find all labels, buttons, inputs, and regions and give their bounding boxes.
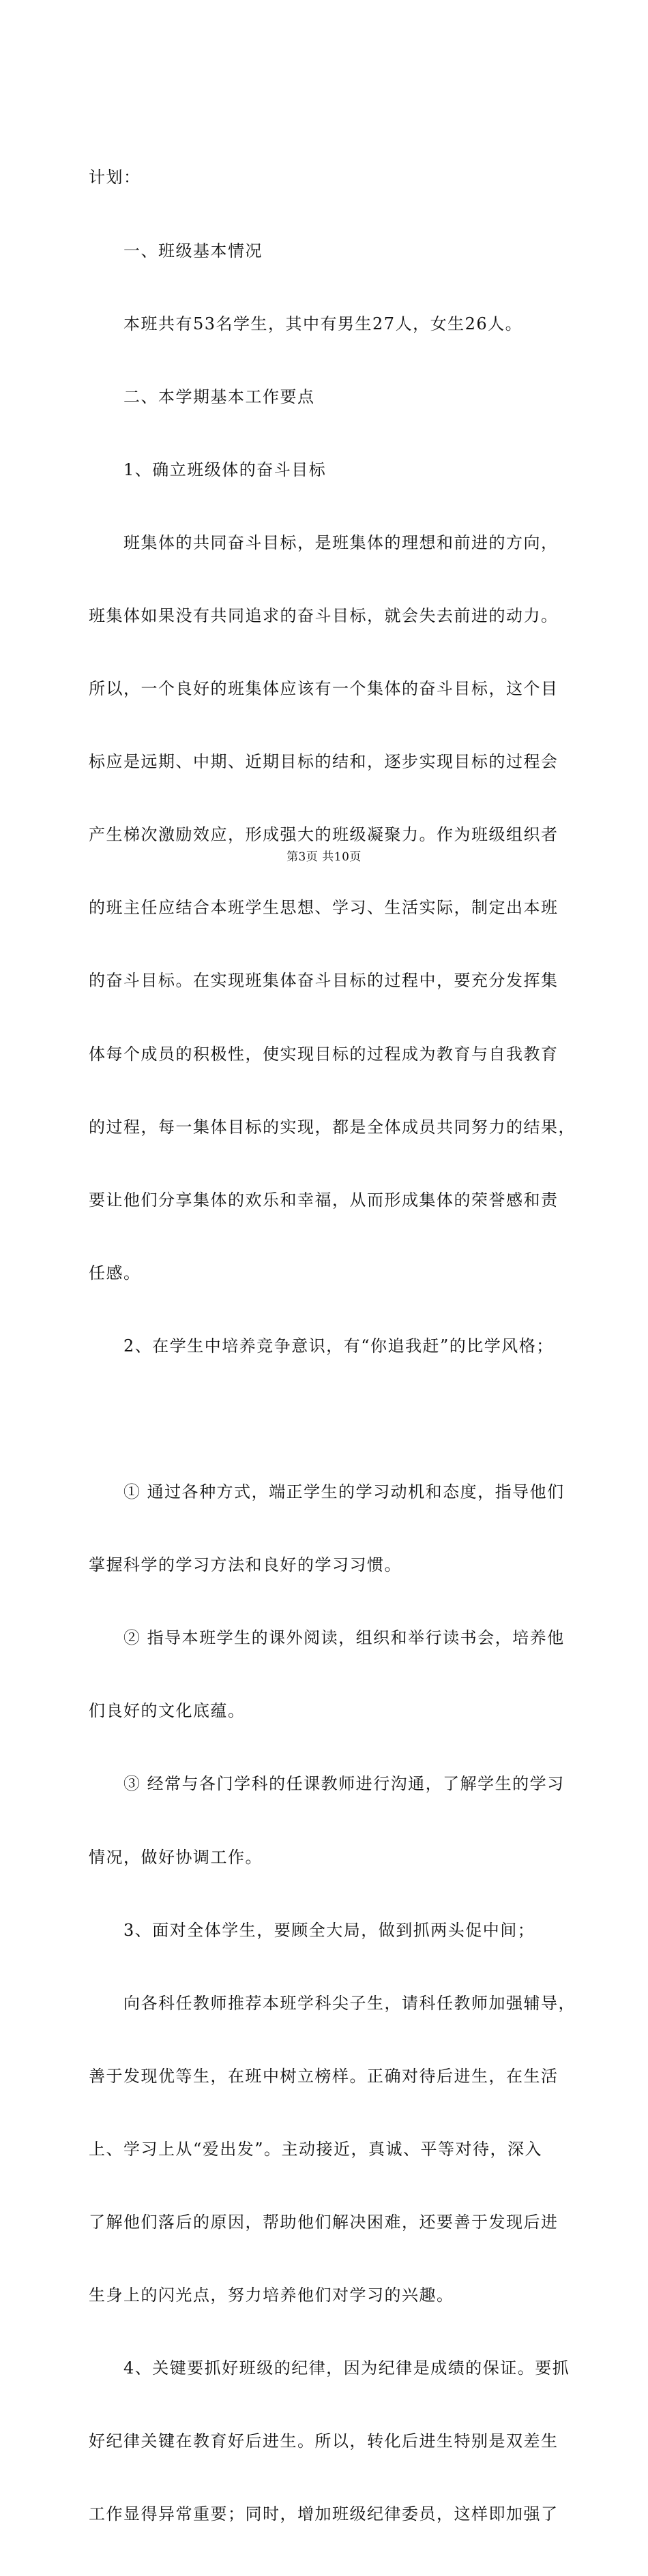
text-line: 任感。 — [89, 1263, 141, 1283]
text-line: 好纪律关键在教育好后进生。所以，转化后进生特别是双差生 — [89, 2431, 559, 2451]
text-line: 的奋斗目标。在实现班集体奋斗目标的过程中，要充分发挥集 — [89, 971, 559, 991]
text-line: 要让他们分享集体的欢乐和幸福，从而形成集体的荣誉感和责 — [89, 1190, 559, 1210]
text-line: 了解他们落后的原因，帮助他们解决困难，还要善于发现后进 — [89, 2213, 559, 2232]
text-line: 上、学习上从“爱出发”。主动接近，真诚、平等对待，深入 — [89, 2139, 543, 2159]
section-heading: 一、班级基本情况 — [89, 241, 263, 260]
text-line: 班集体如果没有共同追求的奋斗目标，就会失去前进的动力。 — [89, 605, 559, 625]
text-line: 班集体的共同奋斗目标，是班集体的理想和前进的方向， — [89, 533, 559, 552]
list-item: ② 指导本班学生的课外阅读，组织和举行读书会，培养他 — [89, 1628, 565, 1648]
text-line: 产生梯次激励效应，形成强大的班级凝聚力。作为班级组织者 — [89, 825, 559, 845]
subsection-heading: 1、确立班级体的奋斗目标 — [89, 460, 327, 479]
subsection-heading: 2、在学生中培养竞争意识，有“你追我赶”的比学风格； — [89, 1336, 554, 1356]
text-line: 的过程，每一集体目标的实现，都是全体成员共同努力的结果， — [89, 1117, 576, 1137]
list-item: ① 通过各种方式，端正学生的学习动机和态度，指导他们 — [89, 1482, 565, 1502]
text-line: 们良好的文化底蕴。 — [89, 1701, 246, 1721]
text-line: 计划： — [89, 168, 141, 188]
subsection-heading: 3、面对全体学生，要顾全大局，做到抓两头促中间； — [89, 1920, 535, 1940]
text-line: 情况，做好协调工作。 — [89, 1847, 263, 1867]
blank-line — [89, 1407, 566, 1432]
text-line: 掌握科学的学习方法和良好的学习习惯。 — [89, 1555, 402, 1575]
text-line: 生身上的闪光点，努力培养他们对学习的兴趣。 — [89, 2286, 454, 2305]
text-line: 所以，一个良好的班集体应该有一个集体的奋斗目标，这个目 — [89, 679, 559, 699]
subsection-heading: 4、关键要抓好班级的纪律，因为纪律是成绩的保证。要抓 — [89, 2358, 570, 2378]
text-line: 标应是远期、中期、近期目标的结和，逐步实现目标的过程会 — [89, 752, 559, 772]
text-line: 的班主任应结合本班学生思想、学习、生活实际，制定出本班 — [89, 898, 559, 918]
text-line: 善于发现优等生，在班中树立榜样。正确对待后进生，在生活 — [89, 2066, 559, 2086]
text-line: 本班共有53名学生，其中有男生27人，女生26人。 — [89, 314, 523, 333]
page-number-footer: 第3页 共10页 — [286, 850, 362, 864]
text-line: 向各科任教师推荐本班学科尖子生，请科任教师加强辅导， — [89, 1993, 576, 2013]
section-heading: 二、本学期基本工作要点 — [89, 387, 315, 406]
document-body — [89, 117, 576, 2576]
text-line: 体每个成员的积极性，使实现目标的过程成为教育与自我教育 — [89, 1044, 559, 1064]
text-line: 工作显得异常重要；同时，增加班级纪律委员，这样即加强了 — [89, 2504, 559, 2524]
list-item: ③ 经常与各门学科的任课教师进行沟通，了解学生的学习 — [89, 1774, 565, 1794]
